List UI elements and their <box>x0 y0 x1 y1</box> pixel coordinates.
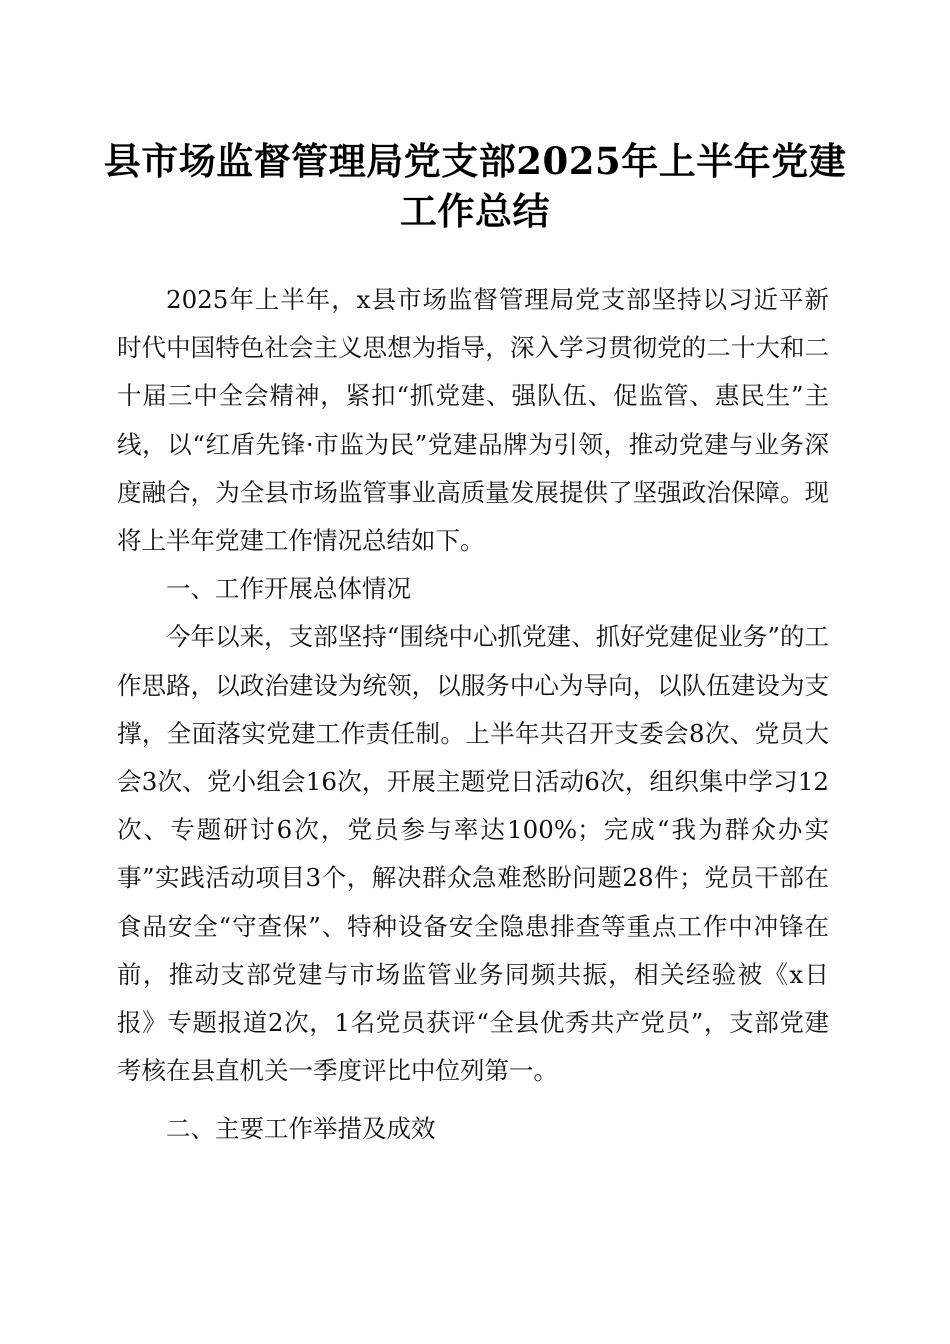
title-line-1: 县市场监督管理局党支部2025年上半年党建 <box>103 139 847 183</box>
section-1-paragraph: 今年以来，支部坚持“围绕中心抓党建、抓好党建促业务”的工作思路，以政治建设为统领，以服务中心为导向，以队伍建设为支撑，全面落实党建工作责任制。上半年共召开支委会8次、党员大会3次、党小组会16次，开展主题党日活动6次，组织集中学习12次、专题研讨6次，党员参与率达100%；完成“我为群众办实事”实践活动项目3个，解决群众急难愁盼问题28件；党员干部在食品安全“守查保”、特种设备安全隐患排查等重点工作中冲锋在前，推动支部党建与市场监管业务同频共振，相关经验被《x日报》专题报道2次，1名党员获评“全县优秀共产党员”，支部党建考核在县直机关一季度评比中位列第一。 <box>117 622 829 1086</box>
document-title <box>100 136 850 236</box>
title-line-2: 工作总结 <box>400 189 550 233</box>
section-2-heading: 二、主要工作举措及成效 <box>166 1114 436 1144</box>
intro-paragraph: 2025年上半年，x县市场监督管理局党支部坚持以习近平新时代中国特色社会主义思想为指导，深入学习贯彻党的二十大和二十届三中全会精神，紧扣“抓党建、强队伍、促监管、惠民生”主线，以“红盾先锋·市监为民”党建品牌为引领，推动党建与业务深度融合，为全县市场监管事业高质量发展提供了坚强政治保障。现将上半年党建工作情况总结如下。 <box>117 285 829 556</box>
document-body <box>117 276 829 1154</box>
section-1-heading: 一、工作开展总体情况 <box>166 574 411 604</box>
